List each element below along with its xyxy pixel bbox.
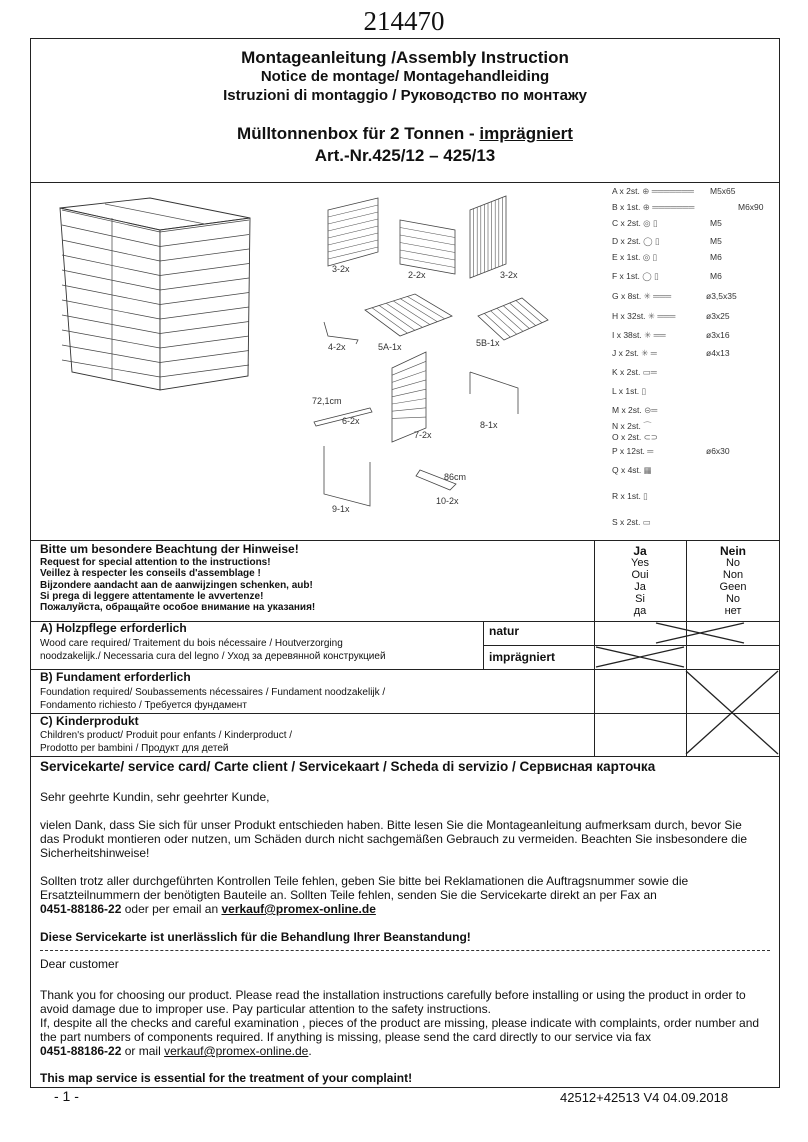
section-a-line: noodzakelijk./ Necessaria cura del legno / Уход за деревянной конструкцией [40,651,386,662]
section-c-line: Children's product/ Produit pour enfants / Kinderproduct / [40,730,293,741]
part-row [612,367,657,378]
part-icon: ⊕ ═══════ [639,186,694,196]
no-label: Geen [719,581,747,593]
part-code: K x 2st. [612,367,641,377]
part-size: ø3x16 [706,330,730,340]
cut-line [40,950,770,951]
section-b-line: Foundation required/ Soubassements nécessaires / Fundament noodzakelijk / [40,687,386,698]
part-icon: ⊝═ [641,405,658,415]
part-row [612,517,651,528]
part-code: J x 2st. [612,348,639,358]
label-panel-3-left: 3-2x [332,264,350,274]
en-line: Thank you for choosing our product. Please read the installation instructions carefully before installing or using the product in order to [40,988,746,1002]
part-code: G x 8st. [612,291,642,301]
de-email-link[interactable]: verkauf@promex-online.de [221,902,376,916]
part-icon: ⌒ [640,421,652,431]
part-row [612,348,657,359]
section-b-line: Fondamento richiesto / Требуется фундамент [40,700,247,711]
part-row [612,186,694,197]
part-code: S x 2st. [612,517,641,527]
section-c-text [40,729,292,755]
en-email-link[interactable]: verkauf@promex-online.de [164,1044,309,1058]
part-code: M x 2st. [612,405,642,415]
part-code: H x 32st. [612,311,646,321]
label-part-8: 8-1x [480,420,498,430]
part-size: ø3,5x35 [706,291,737,301]
section-c-line: Prodotto per bambini / Продукт для детей [40,743,229,754]
part-icon: ✳ ═══ [641,291,672,301]
de-line: Sollten trotz aller durchgeführten Kontrollen Teile fehlen, geben Sie bitte bei Reklamationen die Auftragsnummer sowie die [40,874,689,888]
notes-line: Si prega di leggere attentamente le avvertenze! [40,590,264,602]
yes-label: Ja [634,581,646,593]
part-icon: ⊂⊃ [641,432,658,442]
de-line: Sicherheitshinweise! [40,846,150,860]
part-icon: ◎ ▯ [640,252,658,262]
part-row [612,202,694,213]
section-a-title: A) Holzpflege erforderlich [40,621,187,635]
part-size: ø3x25 [706,311,730,321]
notes-line: Veillez à respecter les conseils d'assemblage ! [40,568,261,580]
label-panel-3-right: 3-2x [500,270,518,280]
divider [30,182,780,183]
part-size: M6x90 [738,202,764,212]
section-b-text [40,686,385,712]
product-name [30,124,780,144]
part-code: O x 2st. [612,432,642,442]
part-code: D x 2st. [612,236,641,246]
part-code: I x 38st. [612,330,642,340]
label-length-72: 72,1cm [312,396,342,406]
option-natural: natur [489,624,519,638]
part-row [612,432,658,443]
en-contact-line [40,1044,770,1058]
en-greeting: Dear customer [40,957,119,971]
yes-label: Si [635,593,645,605]
product-illustration [50,190,260,400]
part-icon: ▭═ [640,367,657,377]
notes-line: Bijzondere aandacht aan de aanwijzingen schenken, aub! [40,579,313,591]
section-a-line: Wood care required/ Traitement du bois nécessaire / Houtverzorging [40,638,343,649]
de-paragraph-1 [40,818,770,860]
part-row [612,386,646,397]
part-row [612,330,666,341]
part-icon: ◯ ▯ [640,236,660,246]
part-row [612,405,657,416]
yes-heading: Ja [633,544,647,558]
part-code: Q x 4st. [612,465,642,475]
part-code: R x 1st. [612,491,641,501]
part-row [612,446,653,456]
section-a-text [40,637,386,663]
cross-marks [594,621,780,756]
en-paragraph [40,988,770,1058]
title-line-2: Notice de montage/ Montagehandleiding [260,68,550,85]
part-icon: ✳ ══ [641,330,666,340]
en-fax-number: 0451-88186-22 [40,1044,122,1058]
notes-line: Request for special attention to the instructions! [40,557,271,568]
de-line: vielen Dank, dass Sie sich für unser Produkt entschieden haben. Bitte lesen Sie die Montageanleitung aufmerksam durch, bevor Sie [40,818,742,832]
option-impregnated: imprägniert [489,650,556,664]
part-size: ø4x13 [706,348,730,358]
part-icon: ▯ [640,491,648,501]
parts-diagram [300,190,600,520]
part-icon: ▯ [639,386,647,396]
en-line: avoid damage due to improper use. Pay particular attention to the safety instructions. [40,1002,491,1016]
en-important-note: This map service is essential for the treatment of your complaint! [40,1071,413,1085]
de-greeting: Sehr geehrte Kundin, sehr geehrter Kunde, [40,790,270,804]
part-row [612,236,660,247]
de-paragraph-2 [40,874,770,916]
de-fax-number: 0451-88186-22 [40,902,122,916]
yes-label: да [633,605,647,617]
part-code: L x 1st. [612,386,640,396]
product-name-prefix: Mülltonnenbox für 2 Tonnen - [237,124,480,143]
notes-translations [40,557,590,613]
service-card-title: Servicekarte/ service card/ Carte client / Servicekaart / Scheda di servizio / Сервисная карточка [40,759,656,774]
part-code: N x 2st. [612,421,641,431]
part-code: E x 1st. [612,252,641,262]
label-part-10: 10-2x [436,496,459,506]
notes-line: Пожалуйста, обращайте особое внимание на указания! [40,602,316,614]
yes-column [594,545,686,617]
notes-heading: Bitte um besondere Beachtung der Hinweise! [40,542,299,556]
part-row [612,420,652,432]
no-heading: Nein [719,544,746,558]
divider [30,756,780,757]
divider [30,540,780,541]
label-part-4: 4-2x [328,342,346,352]
part-row [612,291,671,302]
no-label: нет [724,605,742,617]
no-label: Non [722,569,744,581]
yes-label: Yes [631,557,649,569]
title-line-1: Montageanleitung /Assembly Instruction [241,48,569,67]
article-number: Art.-Nr.425/12 – 425/13 [314,146,496,165]
part-row [612,465,652,476]
no-label: No [725,593,741,605]
part-icon: ═ [644,446,654,456]
yes-label: Oui [631,569,649,581]
part-row [612,252,657,263]
part-size: M5x65 [710,186,736,196]
part-code: A x 2st. [612,186,640,196]
en-line: the part numbers of components required. If anything is missing, please send the card directly to our service via fax [40,1030,651,1044]
label-panel-2: 2-2x [408,270,426,280]
part-row [612,491,648,502]
part-size: M6 [710,271,722,281]
no-column [686,545,780,617]
document-number: 214470 [363,6,445,36]
de-important-note: Diese Servicekarte ist unerlässlich für die Behandlung Ihrer Beanstandung! [40,930,471,944]
section-b-title: B) Fundament erforderlich [40,670,191,684]
de-contact-line [40,902,770,916]
part-size: M5 [710,218,722,228]
part-code: B x 1st. [612,202,641,212]
part-size: ø6x30 [706,446,730,456]
part-icon: ✳ ═══ [645,311,676,321]
part-icon: ▭ [640,517,651,527]
en-line: If, despite all the checks and careful examination , pieces of the product are missing, please indicate with complaints, order number and [40,1016,760,1030]
part-size: M5 [710,236,722,246]
part-icon: ◯ ▯ [639,271,659,281]
part-icon: ✳ ═ [638,348,657,358]
de-line: das Produkt montieren oder nutzen, um Schäden durch nicht sachgemäßen Gebrauch zu vermeiden. Beachten Sie insbesondere die [40,832,748,846]
document-reference: 42512+42513 V4 04.09.2018 [560,1090,729,1105]
part-size: M6 [710,252,722,262]
part-icon: ▦ [641,465,652,475]
section-c-title: C) Kinderprodukt [40,714,139,728]
page-number: - 1 - [54,1088,79,1104]
part-row [612,218,658,229]
part-code: C x 2st. [612,218,641,228]
title-line-3: Istruzioni di montaggio / Руководство по монтажу [223,87,587,104]
label-part-6: 6-2x [342,416,360,426]
en-contact-text: or mail [121,1044,165,1058]
part-icon: ◎ ▯ [640,218,658,228]
label-length-86: 86cm [444,472,467,482]
de-line: Ersatzteilnummern der benötigten Bauteile an. Sollten Teile fehlen, senden Sie die Servicekarte direkt an per Fax an [40,888,657,902]
part-row [612,311,675,322]
en-contact-end: . [308,1044,312,1058]
label-part-7: 7-2x [414,430,432,440]
part-code: P x 12st. [612,446,645,456]
label-part-5b: 5B-1x [476,338,500,348]
no-label: No [725,557,741,569]
label-part-5a: 5A-1x [378,342,402,352]
product-name-impregnated: imprägniert [479,124,573,143]
de-contact-text: oder per email an [121,902,222,916]
part-code: F x 1st. [612,271,640,281]
part-row [612,271,659,282]
label-part-9: 9-1x [332,504,350,514]
part-icon: ⊕ ═══════ [640,202,695,212]
